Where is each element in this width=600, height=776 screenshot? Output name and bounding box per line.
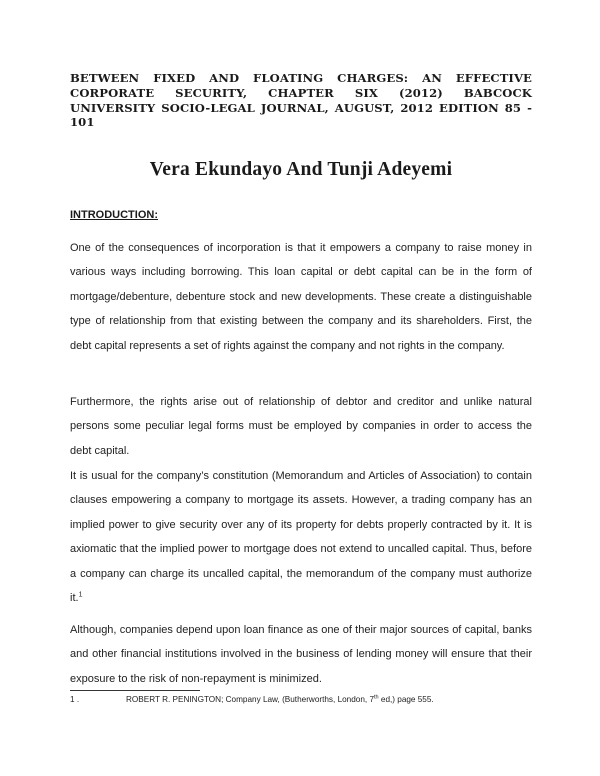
footnote-superscript: th xyxy=(374,694,379,701)
footnote-reference[interactable]: 1 xyxy=(78,591,83,599)
section-heading: INTRODUCTION: xyxy=(70,209,158,221)
paragraph-2: Furthermore, the rights arise out of relationship of debtor and creditor and unlike natural persons some peculiar legal forms must be employed by companies in order to access the debt capital. xyxy=(70,396,532,457)
footnote-number: 1 . xyxy=(70,695,80,704)
author-names: Vera Ekundayo And Tunji Adeyemi xyxy=(149,159,453,180)
document-title: BETWEEN FIXED AND FLOATING CHARGES: AN EFFECTIVE CORPORATE SECURITY, CHAPTER SIX (2012) BABCOCK UNIVERSITY SOCIO-LEGAL JOURNAL, AUGUST, 2012 EDITION 85 - 101 xyxy=(70,71,532,130)
paragraph-4: Although, companies depend upon loan finance as one of their major sources of capital, banks and other financial institutions involved in the business of lending money will ensure that their exposure to the risk of non-repayment is minimized. xyxy=(70,624,532,685)
paragraph-1: One of the consequences of incorporation is that it empowers a company to raise money in various ways including borrowing. This loan capital or debt capital can be in the form of mortgage/debenture, debenture stock and new developments. These create a distinguishable type of relationship from that existing between the company and its shareholders. First, the debt capital represents a set of rights against the company and not rights in the company. xyxy=(70,242,532,352)
paragraph-3 xyxy=(70,464,532,610)
footnote xyxy=(70,695,540,704)
footnote-text-before: ROBERT R. PENINGTON; Company Law, (Butherworths, London, 7 xyxy=(126,695,375,704)
paragraph-3-text: It is usual for the company’s constitution (Memorandum and Articles of Association) to contain clauses empowering a company to mortgage its assets. However, a trading company has an implied power to give security over any of its property for debts properly contracted by it. It is axiomatic that the implied power to mortgage does not extend to uncalled capital. Thus, before a company can charge its uncalled capital, the memorandum of the company must authorize it. xyxy=(70,470,532,605)
footnote-text-after: ed,) page 555. xyxy=(378,695,434,704)
footnote-divider xyxy=(70,690,200,691)
